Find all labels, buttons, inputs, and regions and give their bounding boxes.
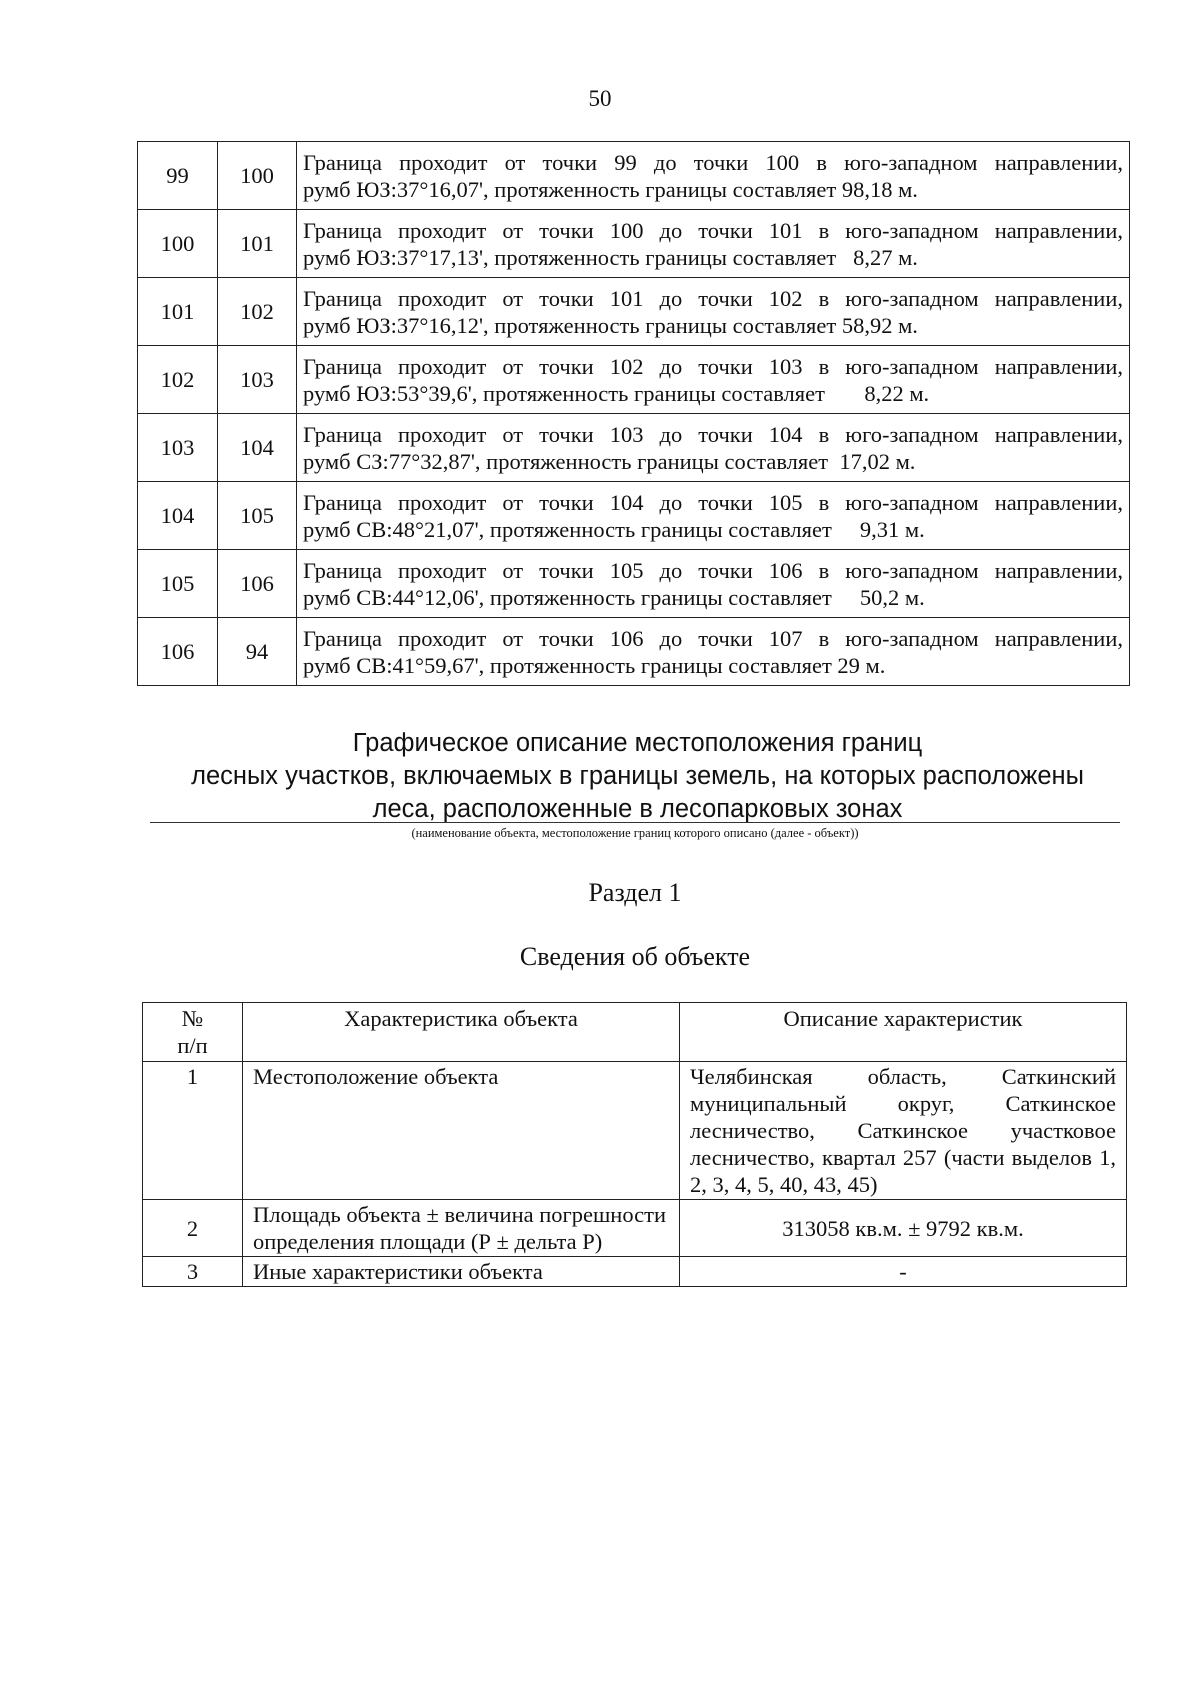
description-line-1: Граница проходит от точки 106 до точки 107 в юго-западном направлении,: [303, 625, 1123, 651]
row-characteristic: Площадь объекта ± величина погрешности определения площади (Р ± дельта Р): [243, 1200, 680, 1257]
row-description: 313058 кв.м. ± 9792 кв.м.: [680, 1200, 1127, 1257]
boundary-description: [297, 278, 1130, 346]
title-line-1: Графическое описание местоположения границ: [352, 729, 923, 757]
header-description: Описание характеристик: [680, 1003, 1127, 1062]
row-description: -: [680, 1257, 1127, 1287]
boundary-description: [297, 618, 1130, 686]
point-to: 105: [218, 482, 297, 550]
title-line-2: лесных участков, включаемых в границы земель, на которых расположены: [191, 762, 1084, 790]
row-characteristic: Местоположение объекта: [243, 1062, 680, 1200]
row-num: 3: [143, 1257, 243, 1287]
point-to: 102: [218, 278, 297, 346]
object-table-row: [143, 1200, 1127, 1257]
boundary-description: [297, 550, 1130, 618]
description-line-2: румб ЮЗ:37°16,12', протяженность границы составляет 58,92 м.: [303, 312, 918, 338]
description-line-2: румб СВ:48°21,07', протяженность границы составляет 9,31 м.: [303, 516, 925, 542]
boundary-row: [138, 414, 1130, 482]
row-num: 2: [143, 1200, 243, 1257]
header-num: [143, 1003, 243, 1062]
description-line-1: Граница проходит от точки 102 до точки 103 в юго-западном направлении,: [303, 353, 1123, 379]
description-line-2: румб ЮЗ:53°39,6', протяженность границы составляет 8,22 м.: [303, 380, 930, 406]
point-to: 104: [218, 414, 297, 482]
point-from: 105: [138, 550, 218, 618]
boundary-row: [138, 550, 1130, 618]
boundary-row: [138, 142, 1130, 210]
page-number: 50: [588, 86, 612, 111]
document-title: [0, 727, 1200, 826]
object-info-table: [142, 1002, 1127, 1287]
description-line-1: Граница проходит от точки 104 до точки 105 в юго-западном направлении,: [303, 489, 1123, 515]
object-table-row: [143, 1062, 1127, 1200]
point-from: 102: [138, 346, 218, 414]
description-line-1: Граница проходит от точки 101 до точки 102 в юго-западном направлении,: [303, 285, 1123, 311]
boundary-row: [138, 210, 1130, 278]
point-to: 103: [218, 346, 297, 414]
section-title: Раздел 1: [588, 878, 682, 907]
point-to: 101: [218, 210, 297, 278]
boundary-description: [297, 346, 1130, 414]
description-line-2: румб ЮЗ:37°17,13', протяженность границы составляет 8,27 м.: [303, 244, 918, 270]
object-table-row: [143, 1257, 1127, 1287]
point-to: 106: [218, 550, 297, 618]
description-line-2: румб СВ:44°12,06', протяженность границы составляет 50,2 м.: [303, 584, 925, 610]
boundary-row: [138, 346, 1130, 414]
description-line-2: румб ЮЗ:37°16,07', протяженность границы составляет 98,18 м.: [303, 176, 918, 202]
boundary-description: [297, 482, 1130, 550]
header-characteristic: Характеристика объекта: [243, 1003, 680, 1062]
point-from: 104: [138, 482, 218, 550]
point-from: 103: [138, 414, 218, 482]
description-line-2: румб СЗ:77°32,87', протяженность границы составляет 17,02 м.: [303, 448, 916, 474]
description-line-1: Граница проходит от точки 105 до точки 106 в юго-западном направлении,: [303, 557, 1123, 583]
boundary-description: [297, 414, 1130, 482]
boundary-row: [138, 482, 1130, 550]
point-from: 99: [138, 142, 218, 210]
description-line-1: Граница проходит от точки 100 до точки 101 в юго-западном направлении,: [303, 217, 1123, 243]
description-line-1: Граница проходит от точки 99 до точки 100 в юго-западном направлении,: [303, 149, 1123, 175]
header-num-line-1: №: [181, 1006, 204, 1031]
point-from: 106: [138, 618, 218, 686]
row-num: 1: [143, 1062, 243, 1200]
title-line-3: леса, расположенные в лесопарковых зонах: [372, 795, 903, 823]
boundary-row: [138, 278, 1130, 346]
subsection-title: Сведения об объекте: [519, 942, 751, 971]
header-num-line-2: п/п: [177, 1033, 208, 1058]
boundary-row: [138, 618, 1130, 686]
boundary-description: [297, 210, 1130, 278]
description-line-1: Граница проходит от точки 103 до точки 104 в юго-западном направлении,: [303, 421, 1123, 447]
row-characteristic: Иные характеристики объекта: [243, 1257, 680, 1287]
point-from: 100: [138, 210, 218, 278]
title-underline: [150, 822, 1120, 823]
point-to: 94: [218, 618, 297, 686]
title-caption: (наименование объекта, местоположение границ которого описано (далее - объект)): [411, 826, 859, 840]
boundary-table: [137, 141, 1130, 686]
point-to: 100: [218, 142, 297, 210]
boundary-description: [297, 142, 1130, 210]
row-description: Челябинская область, Саткинский муниципальный округ, Саткинское лесничество, Саткинское участковое лесничество, квартал 257 (части выделов 1, 2, 3, 4, 5, 40, 43, 45): [680, 1062, 1127, 1200]
object-table-header-row: [143, 1003, 1127, 1062]
description-line-2: румб СВ:41°59,67', протяженность границы составляет 29 м.: [303, 652, 886, 678]
point-from: 101: [138, 278, 218, 346]
